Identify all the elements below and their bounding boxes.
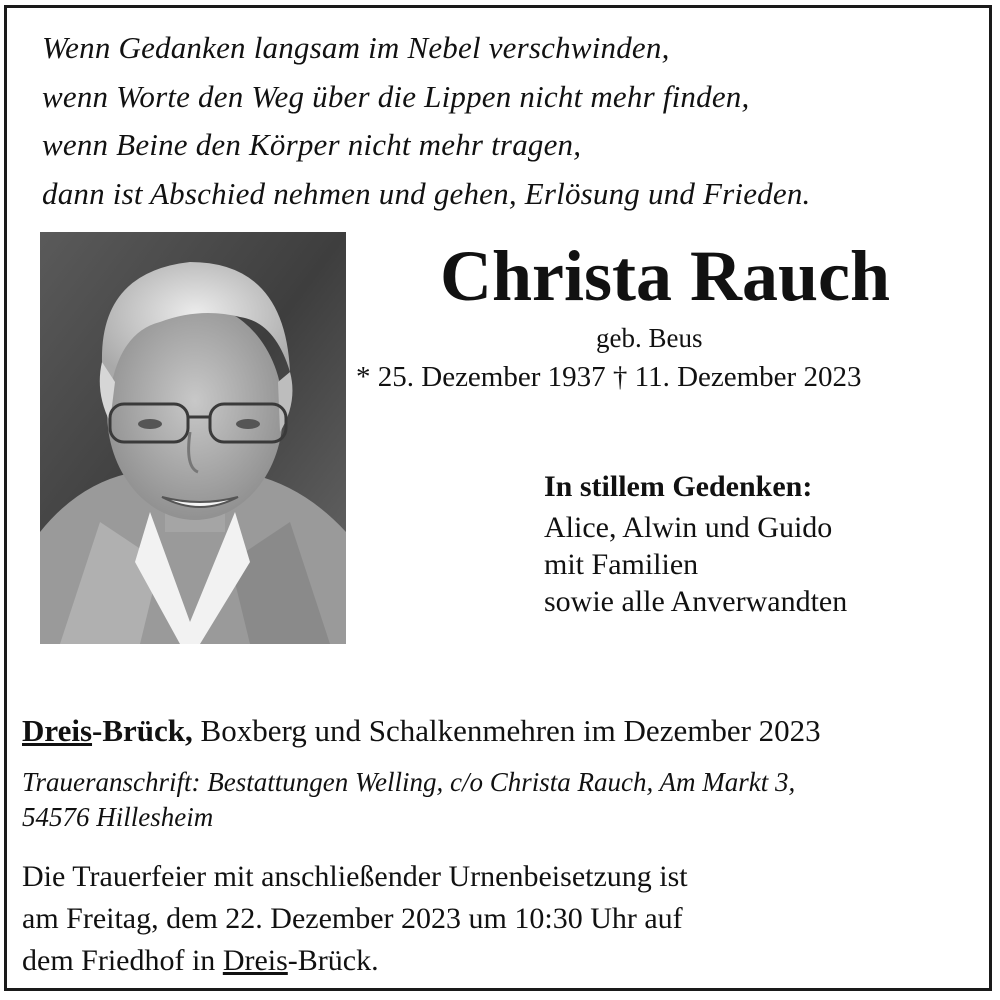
ceremony-line: [22, 940, 688, 982]
mourners-line: sowie alle Anverwandten: [544, 585, 848, 618]
life-dates: * 25. Dezember 1937 † 11. Dezember 2023: [356, 361, 862, 393]
mourners-line: mit Familien: [544, 548, 699, 581]
ceremony-text-end: -Brück.: [287, 944, 379, 977]
town-name-suffix: -Brück,: [92, 713, 193, 748]
ceremony-line: am Freitag, dem 22. Dezember 2023 um 10:30 Uhr auf: [22, 902, 683, 935]
poem-line: wenn Worte den Weg über die Lippen nicht mehr finden,: [42, 78, 750, 114]
deceased-name: Christa Rauch: [439, 236, 891, 316]
mourners-block: [544, 468, 847, 620]
poem: [42, 24, 962, 218]
maiden-name: geb. Beus: [596, 323, 703, 353]
poem-line: Wenn Gedanken langsam im Nebel verschwinden,: [42, 30, 670, 65]
poem-line: dann ist Abschied nehmen und gehen, Erlösung und Frieden.: [42, 175, 811, 211]
place-and-date: [22, 710, 821, 752]
mourners-heading: In stillem Gedenken:: [544, 470, 813, 503]
address-line: 54576 Hillesheim: [22, 802, 214, 832]
poem-line: wenn Beine den Körper nicht mehr tragen,: [42, 127, 582, 162]
address-line: Traueranschrift: Bestattungen Welling, c/o Christa Rauch, Am Markt 3,: [22, 767, 796, 797]
ceremony-text: dem Friedhof in: [22, 944, 223, 977]
mourners-line: Alice, Alwin und Guido: [544, 511, 833, 544]
portrait-photo: [40, 232, 346, 644]
place-rest: Boxberg und Schalkenmehren im Dezember 2023: [192, 713, 821, 748]
ceremony-town: Dreis: [222, 944, 288, 977]
ceremony-line: Die Trauerfeier mit anschließender Urnenbeisetzung ist: [22, 860, 688, 893]
town-name-part: Dreis: [22, 713, 93, 748]
ceremony-info: [22, 856, 688, 982]
mourning-address: [22, 765, 795, 835]
